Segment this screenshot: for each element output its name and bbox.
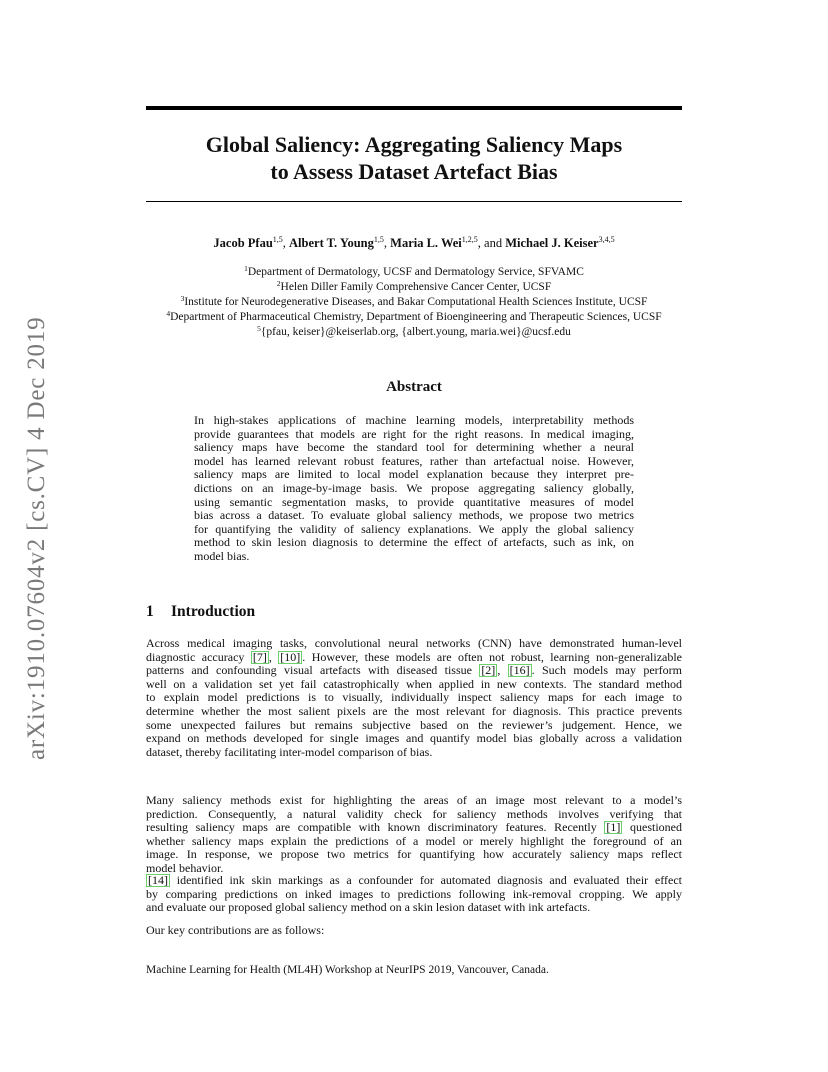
affiliation-line xyxy=(100,310,728,325)
abstract-line: for quantifying the validity of saliency explanations. We apply the global saliency xyxy=(194,521,634,536)
author-name: Maria L. Wei xyxy=(390,236,462,250)
abstract-line: provide guarantees that models are right for the right reasons. In medical imaging, xyxy=(194,426,634,441)
affil-sup: 5 xyxy=(257,324,261,333)
text-run: , xyxy=(268,649,279,664)
body-line: and evaluate our proposed global saliency method on a skin lesion dataset with ink artefacts. xyxy=(146,900,591,915)
title-line-1: Global Saliency: Aggregating Saliency Maps xyxy=(205,132,623,157)
section-title: Introduction xyxy=(171,603,256,620)
intro-paragraph-2 xyxy=(146,794,682,876)
text-run: diagnostic accuracy xyxy=(146,649,251,664)
author-name: Albert T. Young xyxy=(289,236,374,250)
section-number: 1 xyxy=(146,603,154,620)
text-run: , xyxy=(497,663,508,678)
intro-paragraph-1 xyxy=(146,637,682,759)
abstract-body xyxy=(194,414,634,564)
author-affil-sup: 1,5 xyxy=(272,235,283,244)
citation-link-1[interactable]: [1] xyxy=(606,820,621,835)
text-run: identified ink skin markings as a confounder for automated diagnosis and evaluated their effect xyxy=(170,873,682,887)
abstract-line: saliency maps have become the standard tool for determining whether a neural xyxy=(194,440,634,455)
body-line xyxy=(146,821,682,835)
body-line xyxy=(146,874,682,888)
text-run: resulting saliency maps are compatible with known discriminatory features. Recently xyxy=(146,820,605,835)
body-line: whether saliency maps explain the predictions of a model or merely highlight the foreground of an xyxy=(146,833,682,848)
title-line-2: to Assess Dataset Artefact Bias xyxy=(270,159,558,184)
body-line: prediction. Consequently, a natural validity check for saliency methods involves verifying that xyxy=(146,806,682,821)
author-name: Michael J. Keiser xyxy=(505,236,599,250)
abstract-line: model bias. xyxy=(194,548,250,563)
arxiv-identifier-stamp xyxy=(20,290,54,760)
title-top-rule xyxy=(146,106,682,110)
affil-sup: 2 xyxy=(276,279,281,288)
author-name: Jacob Pfau xyxy=(213,236,273,250)
affil-sup: 4 xyxy=(166,309,171,318)
arxiv-id-text: arXiv:1910.07604v2 [cs.CV] 4 Dec 2019 xyxy=(23,316,50,760)
affil-text: Department of Dermatology, UCSF and Dermatology Service, SFVAMC xyxy=(247,266,584,278)
citation-link-10[interactable]: [10] xyxy=(280,649,301,664)
body-line: Many saliency methods exist for highlighting the areas of an image most relevant to a model’s xyxy=(146,793,682,807)
body-line xyxy=(146,664,682,678)
citation-link-2[interactable]: [2] xyxy=(481,663,496,678)
abstract-line: In high-stakes applications of machine learning models, interpretability methods xyxy=(194,413,634,427)
author-affil-sup: 3,4,5 xyxy=(598,235,615,244)
text-run: patterns and confounding visual artefacts with diseased tissue xyxy=(146,663,480,678)
affil-sup: 3 xyxy=(180,294,185,303)
venue-footer: Machine Learning for Health (ML4H) Workshop at NeurIPS 2019, Vancouver, Canada. xyxy=(146,964,549,976)
body-line: dataset, thereby facilitating inter-model comparison of bias. xyxy=(146,744,433,759)
text-run: . Such models may perform xyxy=(531,663,682,678)
author-affil-sup: 1,5 xyxy=(373,235,384,244)
text-run: questioned xyxy=(622,820,682,835)
intro-paragraph-4 xyxy=(146,924,682,938)
authors-conjunction: , and xyxy=(477,236,506,250)
paper-title xyxy=(146,131,682,185)
abstract-line: saliency maps are limited to local model explanation because they interpret pre- xyxy=(194,467,634,482)
text-run: . However, these models are often not robust, learning non-generalizable xyxy=(302,649,683,664)
body-line: Our key contributions are as follows: xyxy=(146,923,325,937)
section-heading-introduction xyxy=(146,603,255,621)
affiliation-line xyxy=(100,265,728,280)
body-line: some unexpected failures but remains subjective based on the reviewer’s judgement. Hence, we xyxy=(146,717,682,732)
citation-link-14[interactable]: [14] xyxy=(148,873,168,887)
affiliation-list xyxy=(100,265,728,340)
abstract-line: using semantic segmentation masks, to provide quantitative measures of model xyxy=(194,494,634,509)
body-line: to explain model predictions is to visually, individually inspect saliency maps for each image to xyxy=(146,690,682,705)
citation-link-7[interactable]: [7] xyxy=(252,649,267,664)
body-line xyxy=(146,651,682,665)
body-line: Across medical imaging tasks, convolutional neural networks (CNN) have demonstrated human-level xyxy=(146,636,682,650)
affil-text: Department of Pharmaceutical Chemistry, Department of Bioengineering and Therapeutic Sciences, UCSF xyxy=(170,311,662,323)
abstract-line: method to skin lesion diagnosis to determine the effect of artefacts, such as ink, on xyxy=(194,535,634,550)
author-list: Jacob Pfau$^{1,5}$, Albert T. Young$^{1,5}$, Maria L. Wei$^{1,2,5}$, and Michael J. Keiser$^{3,4,5}$ xyxy=(213,235,615,250)
author-affil-sup: 1,2,5 xyxy=(461,235,478,244)
body-line: image. In response, we propose two metrics for quantifying how accurately saliency maps reflect xyxy=(146,847,682,862)
abstract-line: bias across a dataset. To evaluate global saliency methods, we propose two metrics xyxy=(194,508,634,523)
affiliation-line xyxy=(100,280,728,295)
affiliation-line xyxy=(100,325,728,340)
title-bottom-rule xyxy=(146,201,682,202)
abstract-line: dictions on an image-by-image basis. We propose aggregating saliency globally, xyxy=(194,480,634,495)
body-line: expand on methods developed for single images and quantify model bias globally across a validation xyxy=(146,731,682,746)
affil-text: Helen Diller Family Comprehensive Cancer Center, UCSF xyxy=(280,281,552,293)
intro-paragraph-3 xyxy=(146,874,682,915)
affiliation-line xyxy=(100,295,728,310)
body-line: by comparing predictions on inked images to predictions following ink-removal cropping. We apply xyxy=(146,886,682,901)
abstract-line: model has learned relevant robust features, rather than artefactual noise. However, xyxy=(194,453,634,468)
affil-text: Institute for Neurodegenerative Diseases, and Bakar Computational Health Sciences Institute, UCSF xyxy=(184,296,648,308)
body-line: determine whether the most salient pixels are the most relevant for diagnosis. This practice prevents xyxy=(146,703,682,718)
body-line: model behavior. xyxy=(146,860,224,875)
abstract-heading: Abstract xyxy=(386,379,442,395)
email-text: {pfau, keiser}@keiserlab.org, {albert.young, maria.wei}@ucsf.edu xyxy=(260,326,571,338)
citation-link-16[interactable]: [16] xyxy=(509,663,530,678)
body-line: well on a validation set yet fail catastrophically when applied in new contexts. The standard method xyxy=(146,676,682,691)
affil-sup: 1 xyxy=(244,264,248,273)
